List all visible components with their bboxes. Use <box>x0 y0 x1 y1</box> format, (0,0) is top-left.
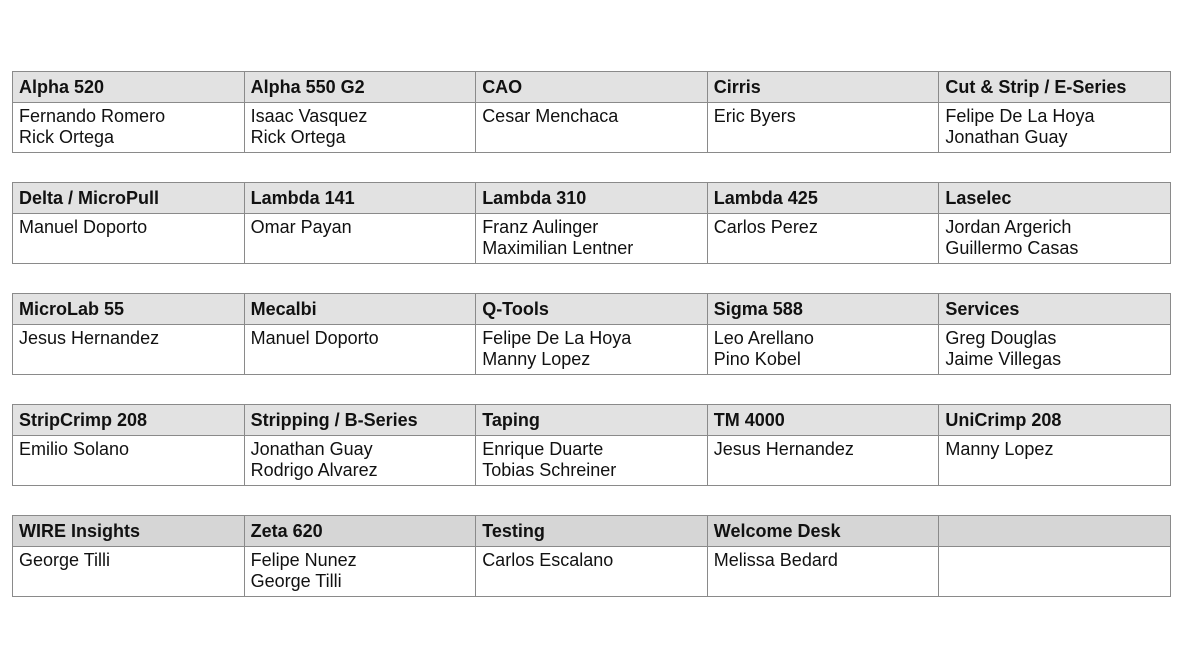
person-name: Tobias Schreiner <box>482 460 617 480</box>
person-name: Felipe De La Hoya <box>482 328 632 348</box>
person-name: Pino Kobel <box>713 349 801 369</box>
person-name: Emilio Solano <box>19 439 130 459</box>
names-cell <box>939 325 1171 375</box>
product-header: WIRE Insights <box>13 516 245 547</box>
product-header: Q-Tools <box>476 294 708 325</box>
product-header: StripCrimp 208 <box>13 405 245 436</box>
assignment-table <box>12 293 1171 375</box>
header-row <box>13 183 1171 214</box>
person-name: Jesus Hernandez <box>19 328 160 348</box>
person-name: George Tilli <box>250 571 342 591</box>
header-row <box>13 405 1171 436</box>
product-header: UniCrimp 208 <box>939 405 1171 436</box>
product-header-empty <box>939 516 1171 547</box>
names-cell <box>244 325 476 375</box>
product-header: Lambda 310 <box>476 183 708 214</box>
names-cell <box>476 325 708 375</box>
person-name: Carlos Escalano <box>482 550 614 570</box>
person-name: Jonathan Guay <box>250 439 373 459</box>
names-cell <box>244 436 476 486</box>
assignment-block <box>12 404 1171 486</box>
person-name: Jaime Villegas <box>945 349 1062 369</box>
product-header: Cut & Strip / E-Series <box>939 72 1171 103</box>
assignment-table <box>12 404 1171 486</box>
person-name: Manuel Doporto <box>19 217 148 237</box>
product-header: Welcome Desk <box>707 516 939 547</box>
product-header: Laselec <box>939 183 1171 214</box>
names-row <box>13 103 1171 153</box>
names-cell <box>707 103 939 153</box>
person-name: Leo Arellano <box>713 328 814 348</box>
person-name: Jesus Hernandez <box>713 439 854 459</box>
person-name: Franz Aulinger <box>482 217 599 237</box>
product-header: Alpha 550 G2 <box>244 72 476 103</box>
product-header: Testing <box>476 516 708 547</box>
product-header: Sigma 588 <box>707 294 939 325</box>
person-name: Guillermo Casas <box>945 238 1079 258</box>
assignment-table <box>12 515 1171 597</box>
names-cell <box>13 547 245 597</box>
names-cell <box>13 214 245 264</box>
names-cell <box>707 436 939 486</box>
person-name: Greg Douglas <box>945 328 1057 348</box>
product-header: CAO <box>476 72 708 103</box>
person-name: Carlos Perez <box>713 217 818 237</box>
person-name: Rodrigo Alvarez <box>250 460 378 480</box>
names-cell <box>939 214 1171 264</box>
names-cell-empty <box>939 547 1171 597</box>
product-header: Zeta 620 <box>244 516 476 547</box>
person-name: Manny Lopez <box>482 349 591 369</box>
names-cell <box>476 214 708 264</box>
product-header: Mecalbi <box>244 294 476 325</box>
product-header: Lambda 425 <box>707 183 939 214</box>
product-header: MicroLab 55 <box>13 294 245 325</box>
names-cell <box>476 436 708 486</box>
product-header: Cirris <box>707 72 939 103</box>
assignment-block <box>12 71 1171 153</box>
names-cell <box>476 103 708 153</box>
person-name: Felipe Nunez <box>250 550 357 570</box>
product-header: Stripping / B-Series <box>244 405 476 436</box>
names-cell <box>707 325 939 375</box>
names-cell <box>939 103 1171 153</box>
names-row <box>13 436 1171 486</box>
names-cell <box>13 103 245 153</box>
names-row <box>13 547 1171 597</box>
person-name: Manuel Doporto <box>250 328 379 348</box>
person-name: Jordan Argerich <box>945 217 1072 237</box>
names-cell <box>13 325 245 375</box>
names-cell <box>939 436 1171 486</box>
assignment-table <box>12 182 1171 264</box>
person-name: Eric Byers <box>713 106 796 126</box>
header-row <box>13 72 1171 103</box>
assignment-block <box>12 182 1171 264</box>
person-name: Isaac Vasquez <box>250 106 368 126</box>
product-header: Alpha 520 <box>13 72 245 103</box>
person-name: Enrique Duarte <box>482 439 604 459</box>
names-cell <box>244 103 476 153</box>
person-name: Jonathan Guay <box>945 127 1068 147</box>
product-header: TM 4000 <box>707 405 939 436</box>
person-name: Omar Payan <box>250 217 352 237</box>
names-row <box>13 214 1171 264</box>
person-name: Manny Lopez <box>945 439 1054 459</box>
assignment-block <box>12 515 1171 597</box>
person-name: Rick Ortega <box>19 127 115 147</box>
header-row <box>13 294 1171 325</box>
person-name: Cesar Menchaca <box>482 106 619 126</box>
person-name: Melissa Bedard <box>713 550 838 570</box>
names-cell <box>476 547 708 597</box>
person-name: Rick Ortega <box>250 127 346 147</box>
names-cell <box>244 547 476 597</box>
names-cell <box>707 547 939 597</box>
person-name: Maximilian Lentner <box>482 238 634 258</box>
assignment-block <box>12 293 1171 375</box>
names-cell <box>13 436 245 486</box>
names-cell <box>707 214 939 264</box>
product-header: Lambda 141 <box>244 183 476 214</box>
names-row <box>13 325 1171 375</box>
product-header: Services <box>939 294 1171 325</box>
person-name: George Tilli <box>19 550 111 570</box>
assignment-page <box>12 71 1171 626</box>
names-cell <box>244 214 476 264</box>
assignment-table <box>12 71 1171 153</box>
product-header: Taping <box>476 405 708 436</box>
person-name: Fernando Romero <box>19 106 166 126</box>
product-header: Delta / MicroPull <box>13 183 245 214</box>
person-name: Felipe De La Hoya <box>945 106 1095 126</box>
header-row <box>13 516 1171 547</box>
